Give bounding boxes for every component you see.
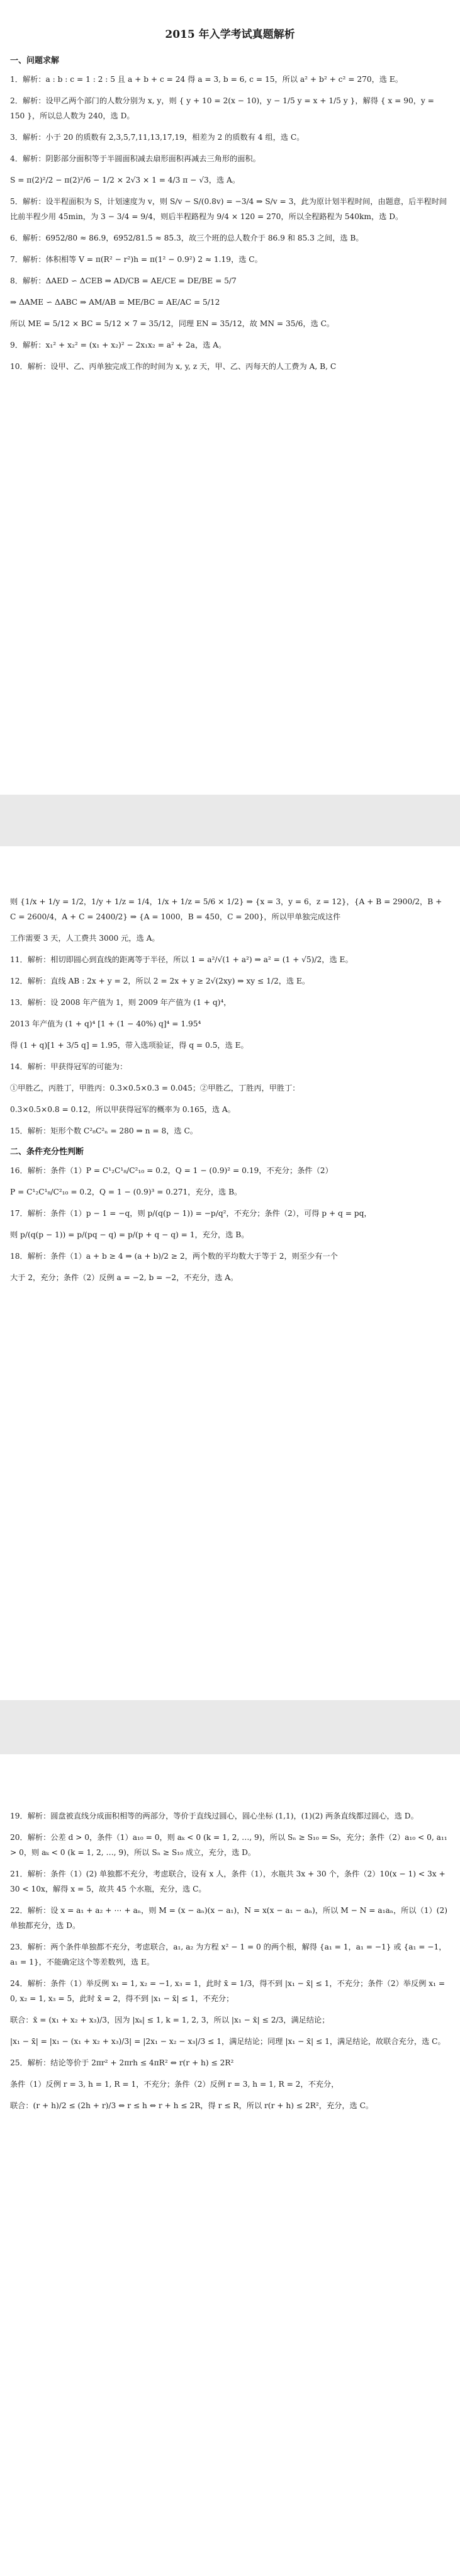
page-title: 2015 年入学考试真题解析: [165, 28, 295, 41]
answer-24-line1: 24．解析：条件（1）举反例 x₁ = 1, x₂ = −1, x₃ = 1，此时 x̄ = 1/3，得不到 |x₁ − x̄| ≤ 1，不充分；条件（2）举反例 x₁ = 0, x₂ = 1, x₃ = 5，此时 x̄ = 2，得不到 |x₁ − x̄| ≤ 1，不充分；: [10, 1979, 446, 2003]
answer-22: 22．解析：设 x = a₁ + a₂ + ⋯ + aₙ，则 M = (x − aₙ)(x − a₁)，N = x(x − a₁ − aₙ)，所以 M − N = a₁aₙ，所以（1）(2) 单独都充分，选 D。: [10, 1906, 447, 1930]
answer-10-intro: 10．解析：设甲、乙、丙单独完成工作的时间为 x, y, z 天，甲、乙、丙每天的人工费为 A, B, C: [10, 362, 337, 371]
answer-16-line1: 16．解析：条件（1）P = C¹₂C¹₈/C²₁₀ = 0.2，Q = 1 − (0.9)² = 0.19，不充分；条件（2）: [10, 1166, 333, 1175]
answer-24-line3: |x₁ − x̄| = |x₁ − (x₁ + x₂ + x₃)/3| = |2x₁ − x₂ − x₃|/3 ≤ 1，满足结论；同理 |x₁ − x̄| ≤ 1，满足结论，故联合充分，选 C。: [10, 2037, 446, 2046]
answer-11: 11．解析：相切即圆心到直线的距离等于半径，所以 1 = a²/√(1 + a²) ⇒ a² = (1 + √5)/2，选 E。: [10, 955, 353, 964]
answer-14-line3: 0.3×0.5×0.8 = 0.12，所以甲获得冠军的概率为 0.165，选 A。: [10, 1105, 235, 1114]
page-2: [0, 846, 460, 1700]
answer-12: 12．解析：直线 AB : 2x + y = 2，所以 2 = 2x + y ≥ 2√(2xy) ⇒ xy ≤ 1/2，选 E。: [10, 977, 310, 985]
answer-20: 20．解析：公差 d > 0，条件（1）a₁₀ = 0，则 aₖ < 0 (k = 1, 2, …, 9)，所以 Sₙ ≥ S₁₀ = S₉，充分；条件（2）a₁₀ < 0, a₁₁ > 0，则 aₖ < 0 (k = 1, 2, …, 9)，所以 Sₙ ≥ S₁₀ 成立，充分，选 D。: [10, 1833, 447, 1857]
answer-13-line3: 得 (1 + q)[1 + 3/5 q] = 1.95，带入选项验证，得 q = 0.5，选 E。: [10, 1041, 249, 1050]
answer-10-result: 工作需要 3 天，人工费共 3000 元，选 A。: [10, 934, 160, 943]
answer-17-line2: 则 p/(q(p − 1)) = p/(pq − q) = p/(p + q − q) = 1，充分，选 B。: [10, 1230, 249, 1239]
answer-2: 2．解析：设甲乙两个部门的人数分别为 x, y，则 { y + 10 = 2(x − 10)，y − 1/5 y = x + 1/5 y }，解得 { x = 90，y = 150 }，所以总人数为 240，选 D。: [10, 96, 434, 120]
answer-17-line1: 17．解析：条件（1）p − 1 = −q，则 p/(q(p − 1)) = −p/q²，不充分；条件（2），可得 p + q = pq，: [10, 1209, 372, 1218]
answer-25-line1: 25．解析：结论等价于 2πr² + 2πrh ≤ 4πR² ⇔ r(r + h) ≤ 2R²: [10, 2058, 234, 2067]
section-heading-problem-solving: 一、问题求解: [10, 56, 60, 65]
answer-16-line2: P = C¹₂C¹₈/C²₁₀ = 0.2，Q = 1 − (0.9)³ = 0.271，充分，选 B。: [10, 1188, 242, 1196]
answer-8-line3: 所以 ME = 5/12 × BC = 5/12 × 7 = 35/12，同理 EN = 35/12，故 MN = 35/6，选 C。: [10, 319, 335, 328]
answer-13-line1: 13．解析：设 2008 年产值为 1，则 2009 年产值为 (1 + q)⁴，: [10, 998, 232, 1007]
answer-23: 23．解析：两个条件单独都不充分，考虑联合，a₁, a₂ 为方程 x² − 1 = 0 的两个根，解得 {a₁ = 1，a₁ = −1} 或 {a₁ = −1，a₁ = 1}，不能确定这个等差数列，选 E。: [10, 1943, 447, 1966]
answer-3: 3．解析：小于 20 的质数有 2,3,5,7,11,13,17,19，相差为 2 的质数有 4 组，选 C。: [10, 133, 305, 142]
page-separator-2: [0, 1700, 460, 1754]
page-3: [0, 1754, 460, 2576]
answer-8-line1: 8．解析：ΔAED ∽ ΔCEB ⇒ AD/CB = AE/CE = DE/BE = 5/7: [10, 276, 237, 285]
answer-21: 21．解析：条件（1）(2) 单独都不充分，考虑联合，设有 x 人，条件（1），水瓶共 3x + 30 个，条件（2）10(x − 1) < 3x + 30 < 10x，解得 x = 5，故共 45 个水瓶，充分，选 C。: [10, 1870, 446, 1893]
answer-4: 4．解析：阴影部分面积等于半圆面积减去扇形面积再减去三角形的面积。: [10, 154, 261, 163]
formula-area: S = π(2)²/2 − π(2)²/6 − 1/2 × 2√3 × 1 = 4/3 π − √3，选 A。: [10, 176, 240, 184]
answer-24-line2: 联合：x̄ = (x₁ + x₂ + x₃)/3，因为 |xₖ| ≤ 1, k = 1, 2, 3，所以 |x₁ − x̄| ≤ 2/3，满足结论；: [10, 2016, 330, 2024]
answer-8-line2: ⇒ ΔAME ∽ ΔABC ⇒ AM/AB = ME/BC = AE/AC = 5/12: [10, 298, 220, 307]
section-heading-sufficiency: 二、条件充分性判断: [10, 1147, 84, 1157]
answer-1: 1．解析：a : b : c = 1 : 2 : 5 且 a + b + c = 24 得 a = 3, b = 6, c = 15，所以 a² + b² + c² = 270，选 E。: [10, 75, 403, 84]
page-separator-1: [0, 795, 460, 846]
answer-25-line3: 联合：(r + h)/2 ≤ (2h + r)/3 ⇔ r ≤ h ⇔ r + h ≤ 2R，得 r ≤ R，所以 r(r + h) ≤ 2R²，充分，选 C。: [10, 2101, 374, 2110]
answer-10-systems: 则 {1/x + 1/y = 1/2，1/y + 1/z = 1/4，1/x + 1/z = 5/6 × 1/2} ⇒ {x = 3，y = 6，z = 12}，{A + B = 2900/2，B + C = 2600/4，A + C = 2400/2} ⇒ {A = 1000，B = 450，C = 200}，所以甲单独完成这件: [10, 897, 442, 921]
answer-5: 5．解析：设半程面积为 S，计划速度为 v，则 S/v − S/(0.8v) = −3/4 ⇒ S/v = 3，此为原计划半程时间，由题意，后半程时间比前半程少用 45min，为 3 − 3/4 = 9/4，则后半程路程为 9/4 × 120 = 270，所以全程路程为 540km，选 D。: [10, 197, 447, 221]
answer-9: 9．解析：x₁² + x₂² = (x₁ + x₂)² − 2x₁x₂ = a² + 2a，选 A。: [10, 341, 227, 349]
answer-19: 19．解析：圆盘被直线分成面积相等的两部分，等价于直线过圆心，圆心坐标 (1,1)，(1)(2) 两条直线都过圆心，选 D。: [10, 1812, 418, 1820]
answer-25-line2: 条件（1）反例 r = 3, h = 1, R = 1，不充分；条件（2）反例 r = 3, h = 1, R = 2，不充分，: [10, 2080, 339, 2089]
answer-13-line2: 2013 年产值为 (1 + q)⁴ [1 + (1 − 40%) q]⁴ = 1.95⁴: [10, 1019, 201, 1028]
answer-18-line1: 18．解析：条件（1）a + b ≥ 4 ⇒ (a + b)/2 ≥ 2，两个数的平均数大于等于 2，则至少有一个: [10, 1252, 338, 1261]
answer-14-line2: ①甲胜乙，丙胜丁，甲胜丙：0.3×0.5×0.3 = 0.045；②甲胜乙，丁胜丙，甲胜丁：: [10, 1084, 300, 1092]
answer-15: 15．解析：矩形个数 C²₈C²ₙ = 280 ⇒ n = 8，选 C。: [10, 1126, 198, 1135]
answer-7: 7．解析：体积相等 V = π(R² − r²)h = π(1² − 0.9²) 2 ≈ 1.19，选 C。: [10, 255, 262, 264]
answer-14-line1: 14．解析：甲获得冠军的可能为：: [10, 1062, 128, 1071]
answer-6: 6．解析：6952/80 ≈ 86.9，6952/81.5 ≈ 85.3，故三个班的总人数介于 86.9 和 85.3 之间，选 B。: [10, 234, 364, 242]
answer-18-line2: 大于 2，充分；条件（2）反例 a = −2, b = −2，不充分，选 A。: [10, 1273, 238, 1282]
page-1: [0, 0, 460, 795]
